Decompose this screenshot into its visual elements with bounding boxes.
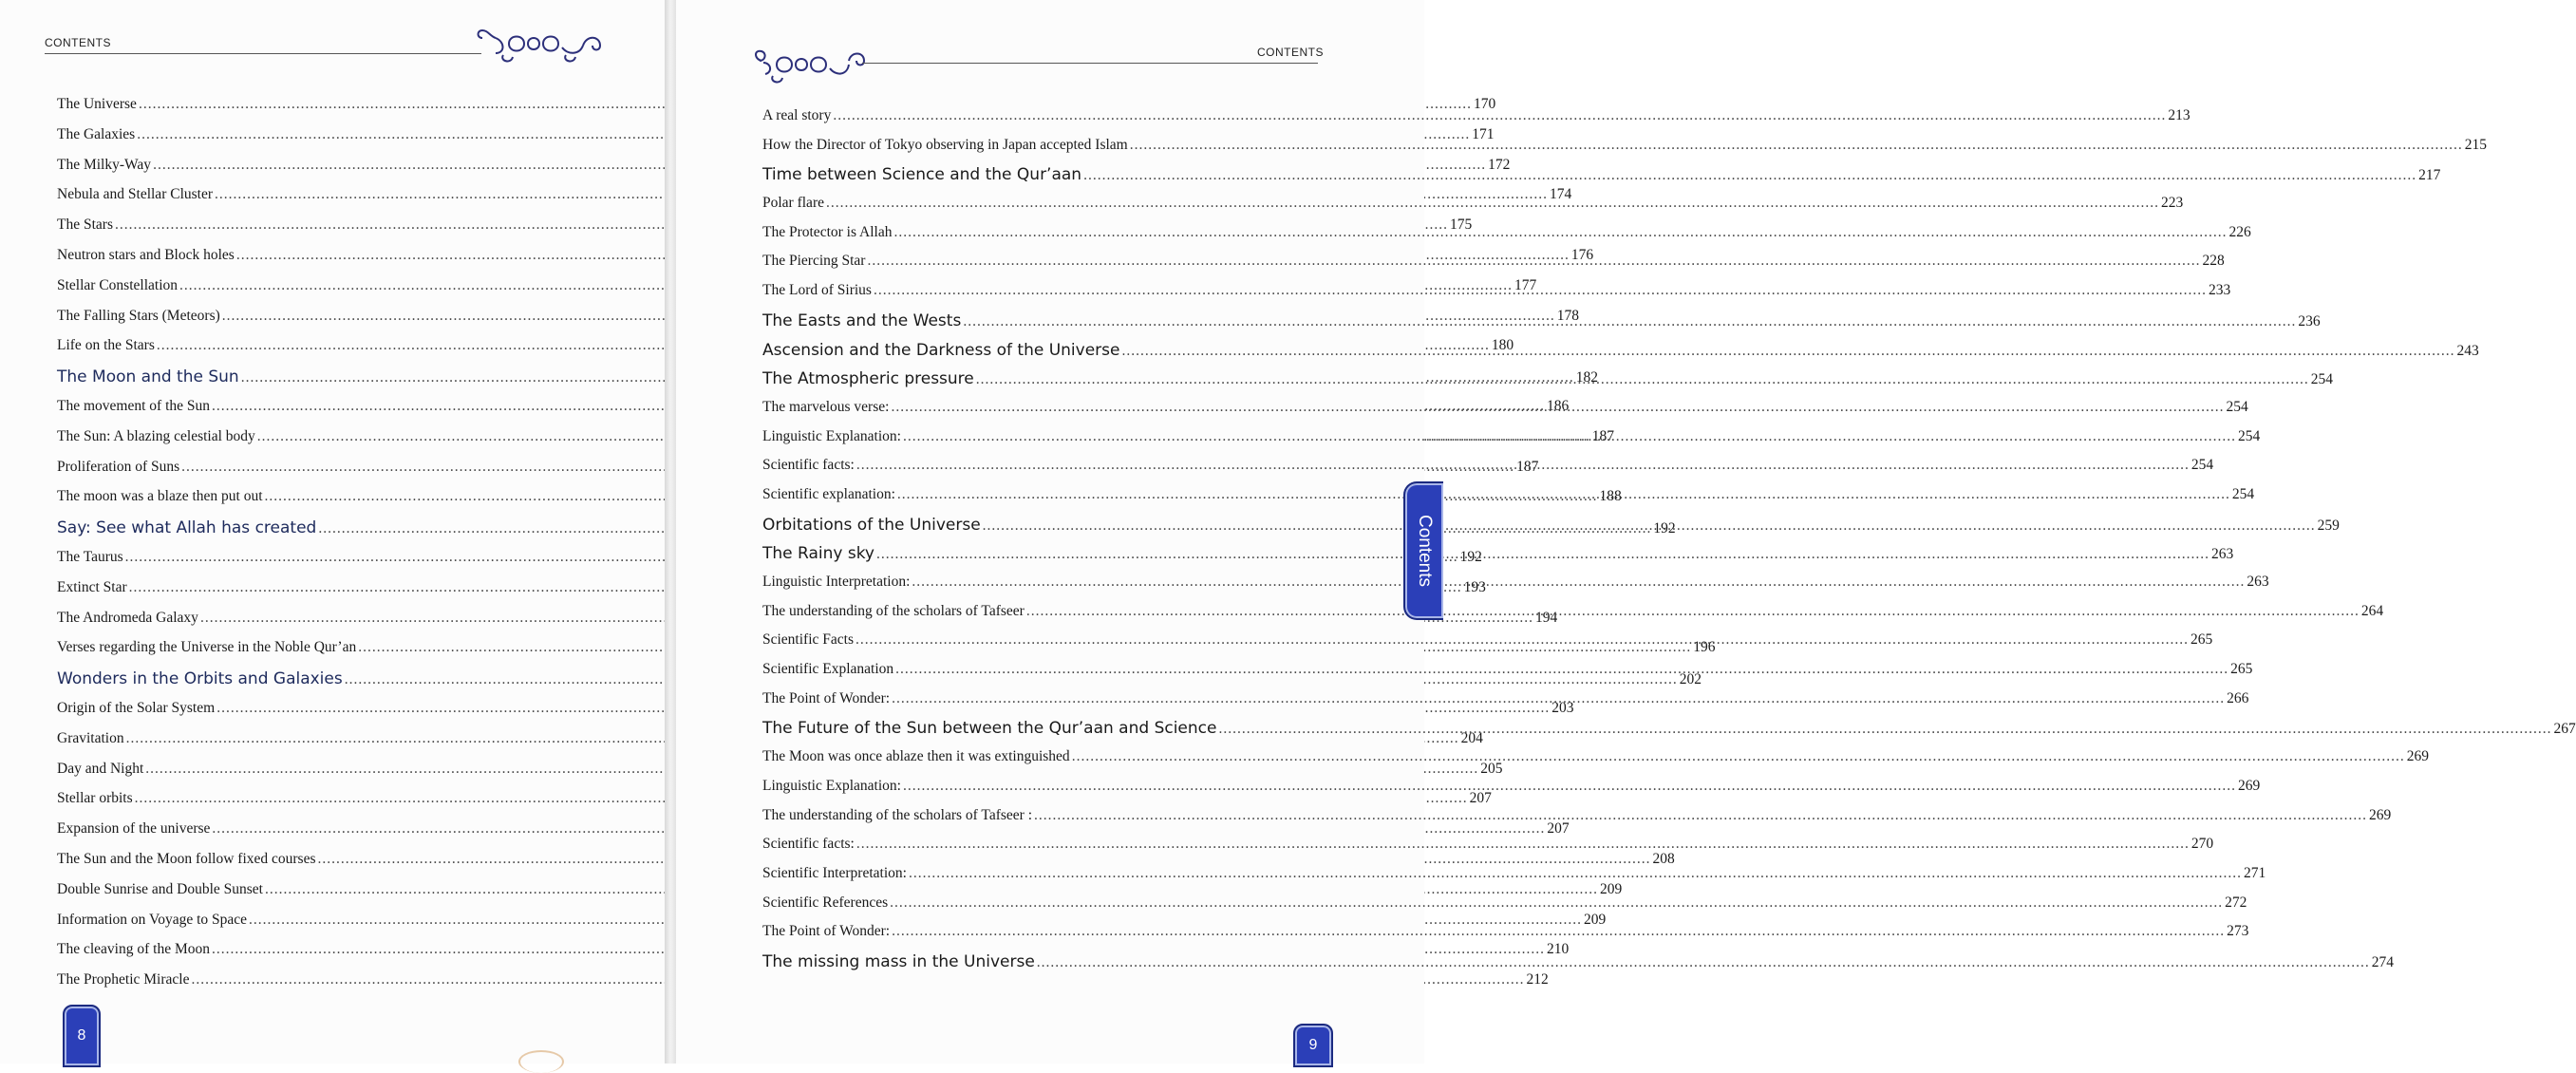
toc-entry-title: Life on the Stars	[57, 337, 155, 354]
toc-leader-dots	[895, 661, 2228, 678]
toc-entry-title: The understanding of the scholars of Tafseer	[762, 602, 1025, 619]
toc-leader-dots	[856, 457, 2190, 474]
toc-entry-title: Neutron stars and Block holes	[57, 246, 235, 263]
toc-leader-dots	[874, 282, 2207, 299]
right-ornament-icon	[748, 44, 872, 85]
toc-entry-title: The marvelous verse:	[762, 398, 890, 415]
toc-entry-title: Information on Voyage to Space	[57, 911, 248, 928]
toc-entry-page: 192	[1653, 520, 1676, 537]
toc-leader-dots	[983, 518, 2316, 535]
toc-entry-page: 194	[1534, 609, 1558, 626]
toc-entry-page: 210	[1546, 941, 1570, 958]
toc-entry-title: Linguistic Explanation:	[762, 427, 901, 444]
toc-entry-title: The Atmospheric pressure	[762, 369, 974, 389]
toc-entry-title: The Falling Stars (Meteors)	[57, 307, 220, 324]
toc-leader-dots	[833, 107, 2166, 124]
toc-leader-dots	[909, 865, 2242, 882]
toc-leader-dots	[903, 778, 2236, 795]
toc-entry-page: 271	[2243, 864, 2266, 881]
toc-entry-title: The Andromeda Galaxy	[57, 609, 198, 626]
toc-entry-title: The Prophetic Miracle	[57, 971, 190, 988]
toc-entry-page: 236	[2298, 312, 2321, 329]
toc-entry-page: 265	[2191, 631, 2213, 649]
toc-entry-title: The Point of Wonder:	[762, 689, 891, 706]
toc-entry-title: The Easts and the Wests	[762, 311, 962, 330]
contents-side-tab-label: Contents	[1415, 514, 1435, 588]
toc-leader-dots	[826, 195, 2159, 212]
toc-entry-title: Polar flare	[762, 195, 824, 212]
toc-entry-page: 209	[1599, 880, 1623, 897]
toc-entry-title: The Taurus	[57, 548, 123, 565]
page-corner-mark	[518, 1050, 564, 1073]
toc-entry-page: 265	[2230, 661, 2253, 678]
toc-leader-dots	[891, 399, 2224, 416]
toc-leader-dots	[856, 631, 2189, 649]
toc-entry-title: Day and Night	[57, 760, 144, 777]
toc-entry-page: 269	[2369, 806, 2392, 823]
toc-entry-page: 171	[1472, 125, 1495, 142]
toc-entry-page: 259	[2317, 517, 2340, 534]
toc-entry-page: 196	[1693, 639, 1716, 656]
toc-entry-page: 217	[2418, 167, 2441, 184]
toc-entry-title: The missing mass in the Universe	[762, 951, 1035, 971]
toc-entry-page: 172	[1488, 156, 1511, 173]
toc-entry-title: Stellar orbits	[57, 790, 133, 807]
toc-entry-page: 273	[2227, 923, 2249, 940]
toc-entry-page: 254	[2237, 427, 2261, 444]
toc-entry-page: 176	[1570, 246, 1594, 263]
toc-leader-dots	[1083, 167, 2416, 184]
toc-leader-dots	[976, 371, 2309, 388]
toc-entry-page: 182	[1575, 369, 1598, 386]
toc-entry-page: 263	[2247, 574, 2269, 590]
toc-entry-title: Nebula and Stellar Cluster	[57, 186, 213, 203]
toc-entry-page: 254	[2191, 457, 2214, 474]
toc-entry-page: 170	[1473, 96, 1496, 112]
toc-leader-dots	[897, 486, 2230, 503]
toc-entry-title: The Sun: A blazing celestial body	[57, 427, 255, 444]
left-header-label: CONTENTS	[45, 36, 111, 49]
toc-leader-dots	[903, 428, 2236, 445]
toc-entry-title: The movement of the Sun	[57, 397, 210, 414]
toc-entry-page: 267	[2553, 721, 2576, 738]
toc-entry-title: The Piercing Star	[762, 253, 866, 270]
toc-entry-title: The Protector is Allah	[762, 223, 893, 240]
toc-entry-title: Scientific facts:	[762, 457, 855, 474]
toc-entry-title: Wonders in the Orbits and Galaxies	[57, 669, 343, 689]
toc-entry-title: Stellar Constellation	[57, 276, 178, 293]
toc-entry-title: The Rainy sky	[762, 544, 874, 564]
toc-entry-title: The Point of Wonder:	[762, 923, 891, 940]
toc-entry-title: Scientific Explanation	[762, 661, 894, 678]
toc-entry-title: The Future of the Sun between the Qur’aan and Science	[762, 719, 1217, 739]
toc-leader-dots	[867, 253, 2200, 270]
toc-entry-title: Extinct Star	[57, 578, 127, 595]
toc-entry-page: 269	[2237, 777, 2261, 794]
toc-entry-page: 180	[1491, 337, 1514, 354]
toc-entry-title: Double Sunrise and Double Sunset	[57, 880, 263, 897]
toc-entry-page: 223	[2160, 195, 2184, 212]
toc-leader-dots	[892, 923, 2225, 940]
toc-entry-page: 215	[2464, 136, 2487, 153]
toc-entry-page: 266	[2227, 689, 2249, 706]
page-number-badge-left: 8	[63, 1005, 101, 1067]
toc-entry-page: 263	[2211, 546, 2234, 563]
toc-entry-page: 187	[1516, 458, 1539, 475]
toc-entry-title: Expansion of the universe	[57, 820, 211, 838]
toc-leader-dots	[876, 546, 2209, 563]
toc-entry-page: 187	[1591, 427, 1615, 444]
toc-entry-page: 193	[1463, 578, 1486, 595]
toc-entry-page: 174	[1550, 186, 1572, 203]
toc-leader-dots	[856, 836, 2190, 853]
toc-entry-page: 178	[1556, 307, 1580, 324]
toc-entry-title: Scientific References	[762, 894, 889, 911]
toc-entry-title: The Stars	[57, 216, 113, 234]
toc-leader-dots	[892, 690, 2225, 707]
toc-entry-page: 270	[2191, 836, 2214, 853]
toc-entry-page: 264	[2360, 602, 2384, 619]
toc-entry-page: 254	[2231, 485, 2255, 502]
toc-entry-title: Gravitation	[57, 729, 124, 746]
toc-leader-dots	[1072, 748, 2405, 765]
toc-entry-page: 207	[1469, 790, 1492, 807]
page-number-badge-right: 9	[1293, 1024, 1333, 1067]
toc-leader-dots	[1121, 343, 2454, 360]
toc-leader-dots	[890, 894, 2223, 912]
toc-entry-title: Verses regarding the Universe in the Noble Qur’an	[57, 639, 357, 656]
toc-entry-page: 202	[1679, 671, 1702, 688]
toc-entry-title: The Universe	[57, 96, 137, 112]
toc-entry-title: A real story	[762, 107, 832, 123]
toc-entry-title: The Milky-Way	[57, 156, 152, 173]
toc-leader-dots	[1034, 807, 2367, 824]
toc-entry-page: 269	[2406, 748, 2429, 765]
toc-entry-title: The Moon and the Sun	[57, 367, 239, 387]
toc-leader-dots	[1026, 603, 2360, 620]
toc-entry-title: Scientific Facts	[762, 631, 854, 649]
toc-entry-title: The Moon was once ablaze then it was extinguished	[762, 748, 1070, 765]
toc-entry-title: Scientific Interpretation:	[762, 864, 907, 881]
toc-entry-page: 212	[1526, 971, 1549, 988]
contents-side-tab[interactable]	[1403, 481, 1443, 620]
toc-entry-page: 233	[2208, 282, 2231, 299]
book-gutter	[665, 0, 676, 1064]
toc-entry-page: 207	[1547, 820, 1570, 838]
right-header-label: CONTENTS	[1257, 46, 1324, 59]
left-header-rule	[45, 53, 481, 54]
toc-entry-page: 205	[1480, 760, 1503, 777]
toc-leader-dots	[1218, 721, 2551, 738]
toc-entry-title: How the Director of Tokyo observing in Japan accepted Islam	[762, 136, 1128, 153]
toc-entry-title: Origin of the Solar System	[57, 699, 216, 716]
toc-entry-title: Orbitations of the Universe	[762, 515, 981, 535]
toc-entry-title: The cleaving of the Moon	[57, 941, 210, 958]
toc-entry-title: Time between Science and the Qur’aan	[762, 165, 1082, 185]
toc-entry-page: 228	[2202, 253, 2225, 270]
toc-entry-title: Scientific explanation:	[762, 485, 895, 502]
toc-leader-dots	[893, 224, 2227, 241]
toc-leader-dots	[963, 313, 2296, 330]
toc-leader-dots	[912, 574, 2245, 591]
toc-entry-page: 188	[1599, 488, 1622, 505]
toc-entry-page: 203	[1551, 699, 1574, 716]
toc-entry-title: The Lord of Sirius	[762, 282, 872, 299]
toc-entry-title: The moon was a blaze then put out	[57, 488, 263, 505]
toc-entry-page: 272	[2225, 894, 2247, 911]
toc-entry-page: 186	[1547, 397, 1570, 414]
left-ornament-icon	[475, 23, 608, 65]
right-header-rule	[862, 63, 1318, 64]
toc-entry-title: Linguistic Interpretation:	[762, 574, 911, 590]
toc-entry-page: 208	[1652, 850, 1675, 867]
toc-entry-title: Proliferation of Suns	[57, 458, 180, 475]
toc-entry-title: The Sun and the Moon follow fixed courses	[57, 850, 316, 867]
toc-entry-page: 274	[2371, 953, 2395, 970]
toc-entry-page: 177	[1514, 276, 1537, 293]
toc-entry-title: Scientific facts:	[762, 836, 855, 853]
toc-entry-page: 254	[2226, 398, 2248, 415]
toc-entry-page: 213	[2168, 107, 2191, 123]
toc-leader-dots	[1130, 137, 2463, 154]
toc-entry-page: 175	[1449, 216, 1473, 234]
toc-entry-page: 209	[1584, 911, 1607, 928]
toc-entry[interactable]	[762, 195, 2184, 224]
toc-entry-title: Ascension and the Darkness of the Universe	[762, 340, 1120, 360]
toc-entry[interactable]	[57, 971, 1549, 1002]
toc-leader-dots	[1037, 954, 2370, 971]
toc-entry-page: 243	[2456, 342, 2479, 359]
toc-entry-title: Say: See what Allah has created	[57, 518, 317, 538]
toc-entry-title: The understanding of the scholars of Tafseer :	[762, 806, 1032, 823]
toc-entry-page: 192	[1459, 548, 1482, 565]
toc-entry-title: The Galaxies	[57, 125, 136, 142]
toc-entry-page: 226	[2228, 223, 2251, 240]
toc-entry-page: 254	[2310, 371, 2334, 388]
toc-entry-title: Linguistic Explanation:	[762, 777, 901, 794]
toc-entry-page: 204	[1460, 729, 1483, 746]
